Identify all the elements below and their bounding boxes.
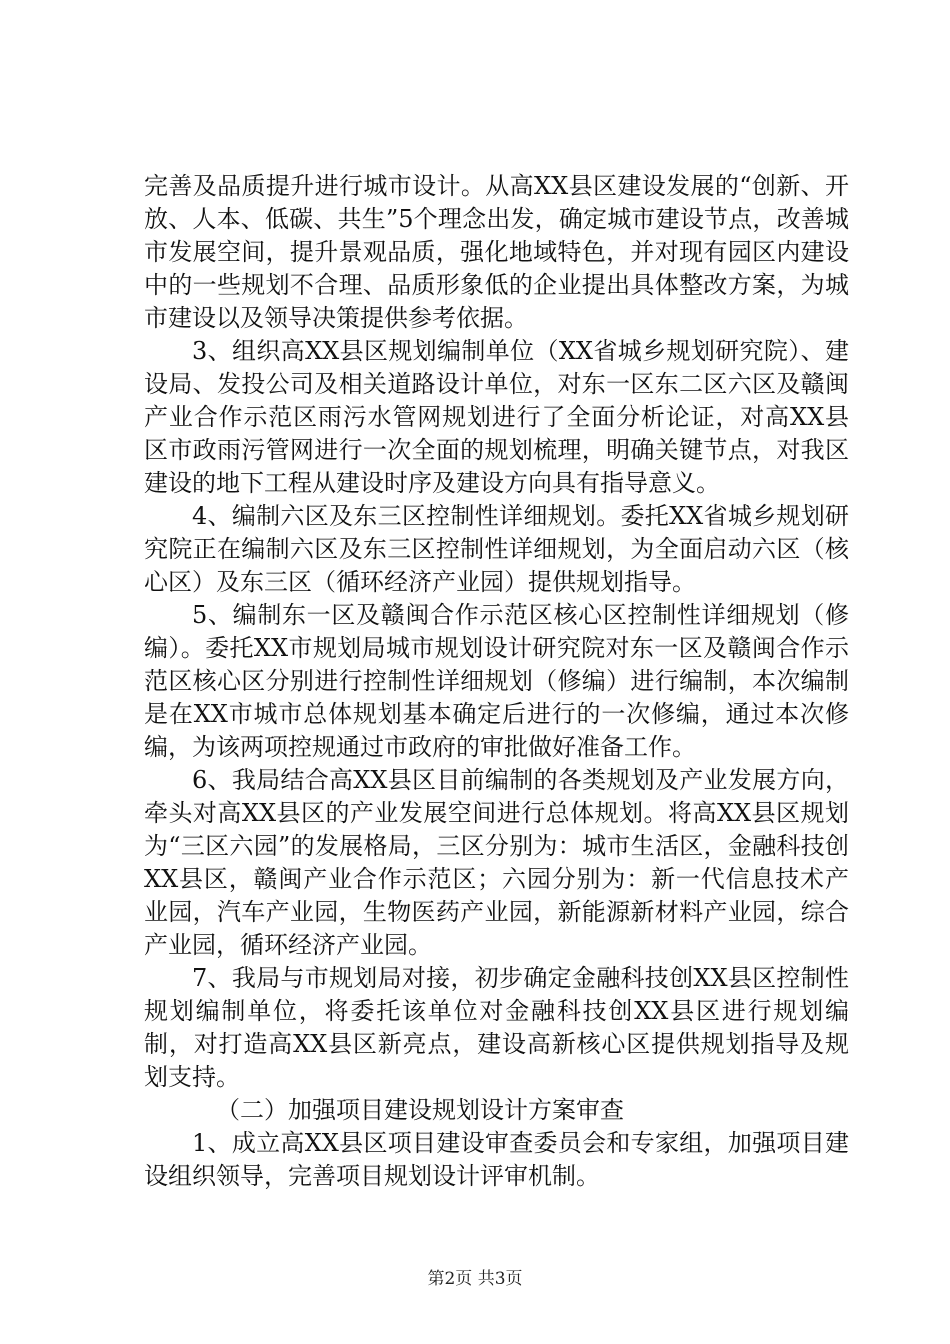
document-body bbox=[144, 170, 849, 1193]
section-heading: （二）加强项目建设规划设计方案审查 bbox=[216, 1096, 624, 1124]
paragraph-item-1: 1、成立高XX县区项目建设审查委员会和专家组，加强项目建设组织领导，完善项目规划设计评审机制。 bbox=[144, 1129, 849, 1190]
page-indicator: 第2页 共3页 bbox=[427, 1269, 523, 1289]
paragraph-item-3: 3、组织高XX县区规划编制单位（XX省城乡规划研究院）、建设局、发投公司及相关道路设计单位，对东一区东二区六区及赣闽产业合作示范区雨污水管网规划进行了全面分析论证，对高XX县区市政雨污管网进行一次全面的规划梳理，明确关键节点，对我区建设的地下工程从建设时序及建设方向具有指导意义。 bbox=[144, 337, 849, 497]
page-footer bbox=[0, 1268, 950, 1290]
paragraph-continuation: 完善及品质提升进行城市设计。从高XX县区建设发展的“创新、开放、人本、低碳、共生”5个理念出发，确定城市建设节点，改善城市发展空间，提升景观品质，强化地域特色，并对现有园区内建设中的一些规划不合理、品质形象低的企业提出具体整改方案，为城市建设以及领导决策提供参考依据。 bbox=[144, 172, 849, 332]
paragraph-item-7: 7、我局与市规划局对接，初步确定金融科技创XX县区控制性规划编制单位，将委托该单位对金融科技创XX县区进行规划编制，对打造高XX县区新亮点，建设高新核心区提供规划指导及规划支持。 bbox=[144, 964, 849, 1091]
paragraph-item-5: 5、编制东一区及赣闽合作示范区核心区控制性详细规划（修编）。委托XX市规划局城市规划设计研究院对东一区及赣闽合作示范区核心区分别进行控制性详细规划（修编）进行编制，本次编制是在XX市城市总体规划基本确定后进行的一次修编，通过本次修编，为该两项控规通过市政府的审批做好准备工作。 bbox=[144, 601, 849, 761]
paragraph-item-6: 6、我局结合高XX县区目前编制的各类规划及产业发展方向，牵头对高XX县区的产业发展空间进行总体规划。将高XX县区规划为“三区六园”的发展格局，三区分别为：城市生活区，金融科技创XX县区，赣闽产业合作示范区；六园分别为：新一代信息技术产业园，汽车产业园，生物医药产业园，新能源新材料产业园，综合产业园，循环经济产业园。 bbox=[144, 766, 849, 959]
paragraph-item-4: 4、编制六区及东三区控制性详细规划。委托XX省城乡规划研究院正在编制六区及东三区控制性详细规划，为全面启动六区（核心区）及东三区（循环经济产业园）提供规划指导。 bbox=[144, 502, 849, 596]
